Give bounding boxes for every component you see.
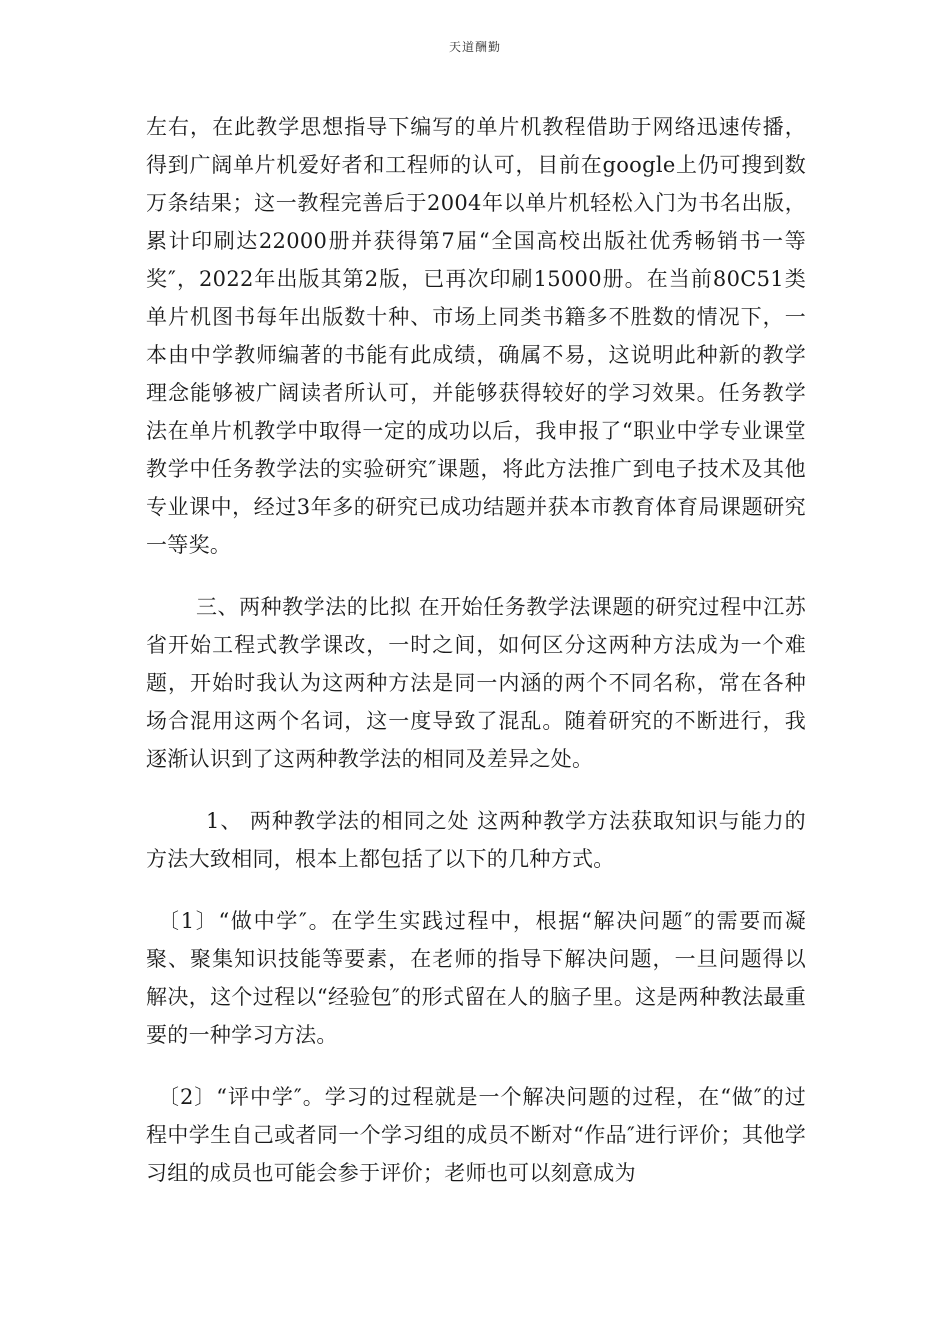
paragraph-learn-by-evaluating: 〔2〕“评中学″。学习的过程就是一个解决问题的过程，在“做″的过程中学生自己或者同一个学习组的成员不断对“作品″进行评价；其他学习组的成员也可能会参于评价；老师也可以刻意成为 (146, 1085, 806, 1185)
paragraph-learn-by-doing: 〔1〕“做中学″。在学生实践过程中，根据“解决问题″的需要而凝聚、聚集知识技能等要素，在老师的指导下解决问题，一旦问题得以解决，这个过程以“经验包″的形式留在人的脑子里。这是两种教法最重要的一种学习方法。 (146, 909, 806, 1047)
paragraph-continuation: 左右，在此教学思想指导下编写的单片机教程借助于网络迅速传播，得到广阔单片机爱好者和工程师的认可，目前在google上仍可搜到数万条结果；这一教程完善后于2004年以单片机轻松入门为书名出版，累计印刷达22000册并获得第7届“全国高校出版社优秀畅销书一等奖″，2022年出版其第2版，已再次印刷15000册。在当前80C51类单片机图书每年出版数十种、市场上同类书籍多不胜数的情况下，一本由中学教师编著的书能有此成绩，确属不易，这说明此种新的教学理念能够被广阔读者所认可，并能够获得较好的学习效果。任务教学法在单片机教学中取得一定的成功以后，我申报了“职业中学专业课堂教学中任务教学法的实验研究″课题，将此方法推广到电子技术及其他专业课中，经过3年多的研究已成功结题并获本市教育体育局课题研究一等奖。 (146, 115, 806, 557)
document-body (146, 108, 806, 1192)
paragraph-section-three: 三、两种教学法的比拟 在开始任务教学法课题的研究过程中江苏省开始工程式教学课改，一时之间，如何区分这两种方法成为一个难题，开始时我认为这两种方法是同一内涵的两个不同名称，常在各种场合混用这两个名词，这一度导致了混乱。随着研究的不断进行，我逐渐认识到了这两种教学法的相同及差异之处。 (146, 595, 806, 771)
page-header: 天道酬勤 (448, 40, 501, 54)
paragraph-similarities: 1、 两种教学法的相同之处 这两种教学方法获取知识与能力的方法大致相同，根本上都包括了以下的几种方式。 (146, 809, 806, 871)
